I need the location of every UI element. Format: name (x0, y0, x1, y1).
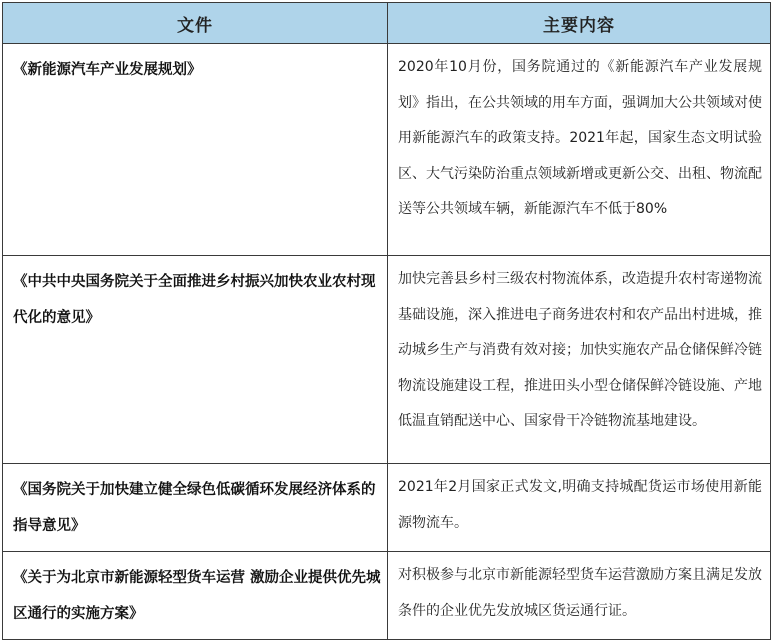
file-cell: 《关于为北京市新能源轻型货车运营 激励企业提供优先城区通行的实施方案》 (3, 552, 388, 640)
content-cell: 2021年2月国家正式发文,明确支持城配货运市场使用新能源物流车。 (388, 464, 771, 552)
policy-table (2, 2, 771, 640)
table-row (3, 44, 771, 256)
file-cell: 《中共中央国务院关于全面推进乡村振兴加快农业农村现代化的意见》 (3, 256, 388, 464)
header-content: 主要内容 (388, 3, 771, 44)
content-cell: 加快完善县乡村三级农村物流体系，改造提升农村寄递物流基础设施，深入推进电子商务进农村和农产品出村进城，推动城乡生产与消费有效对接；加快实施农产品仓储保鲜冷链物流设施建设工程，推进田头小型仓储保鲜冷链设施、产地低温直销配送中心、国家骨干冷链物流基地建设。 (388, 256, 771, 464)
content-cell: 2020年10月份，国务院通过的《新能源汽车产业发展规划》指出，在公共领域的用车方面，强调加大公共领域对使用新能源汽车的政策支持。2021年起，国家生态文明试验区、大气污染防治重点领域新增或更新公交、出租、物流配送等公共领域车辆，新能源汽车不低于80% (388, 44, 771, 256)
table-row (3, 552, 771, 640)
table-header-row (3, 3, 771, 44)
file-cell: 《国务院关于加快建立健全绿色低碳循环发展经济体系的指导意见》 (3, 464, 388, 552)
header-file: 文件 (3, 3, 388, 44)
table-row (3, 464, 771, 552)
table-row (3, 256, 771, 464)
content-cell: 对积极参与北京市新能源轻型货车运营激励方案且满足发放条件的企业优先发放城区货运通行证。 (388, 552, 771, 640)
file-cell: 《新能源汽车产业发展规划》 (3, 44, 388, 256)
